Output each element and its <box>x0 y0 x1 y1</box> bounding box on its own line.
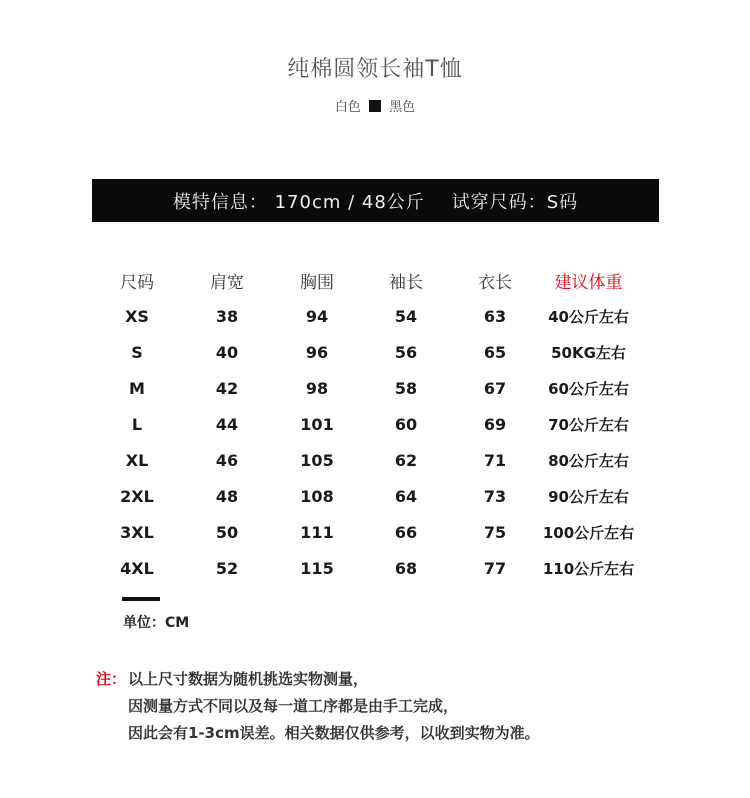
cell-sleeve: 58 <box>394 378 418 398</box>
cell-weight: 40公斤左右 <box>548 307 629 326</box>
color-black-label: 黑色 <box>389 100 416 115</box>
cell-sleeve: 66 <box>394 522 418 542</box>
note-text: 因测量方式不同以及每一道工序都是由手工完成， <box>128 697 459 715</box>
model-info-spacer <box>268 190 275 211</box>
table-row <box>92 298 637 334</box>
cell-size: S <box>131 342 143 362</box>
cell-shoulder: 44 <box>215 414 239 434</box>
cell-size: XL <box>125 450 149 470</box>
model-info-label: 模特信息： <box>172 191 268 213</box>
cell-weight: 90公斤左右 <box>548 487 629 506</box>
cell-length: 67 <box>483 378 507 398</box>
cell-chest: 108 <box>300 486 334 506</box>
table-row <box>92 514 637 550</box>
color-options <box>0 96 750 115</box>
header-sleeve: 袖长 <box>389 272 423 293</box>
cell-size: 3XL <box>120 522 154 542</box>
cell-size: M <box>129 378 145 398</box>
cell-sleeve: 54 <box>394 306 418 326</box>
cell-length: 69 <box>483 414 507 434</box>
table-row <box>92 442 637 478</box>
cell-sleeve: 60 <box>394 414 418 434</box>
header-length: 衣长 <box>478 272 512 293</box>
table-row <box>92 334 637 370</box>
cell-length: 71 <box>483 450 507 470</box>
cell-chest: 115 <box>300 558 334 578</box>
table-row <box>92 370 637 406</box>
note-line <box>96 670 540 697</box>
cell-sleeve: 64 <box>394 486 418 506</box>
cell-length: 77 <box>483 558 507 578</box>
model-info-gap <box>425 190 452 211</box>
header-size: 尺码 <box>120 272 154 293</box>
cell-chest: 105 <box>300 450 334 470</box>
cell-weight: 60公斤左右 <box>548 379 629 398</box>
cell-weight: 110公斤左右 <box>542 559 635 578</box>
cell-size: L <box>131 414 143 434</box>
table-row <box>92 406 637 442</box>
note-line <box>96 724 540 751</box>
unit-divider <box>122 597 160 601</box>
notes <box>96 670 540 751</box>
header-shoulder: 肩宽 <box>210 272 244 293</box>
try-size-value: S码 <box>546 191 579 213</box>
model-info-bar <box>92 179 659 222</box>
cell-sleeve: 56 <box>394 342 418 362</box>
cell-length: 65 <box>483 342 507 362</box>
cell-chest: 111 <box>300 522 334 542</box>
note-label: 注： <box>96 670 127 688</box>
cell-length: 73 <box>483 486 507 506</box>
cell-shoulder: 52 <box>215 558 239 578</box>
header-chest: 胸围 <box>300 272 334 293</box>
cell-size: XS <box>125 306 149 326</box>
cell-chest: 98 <box>305 378 329 398</box>
cell-size: 2XL <box>120 486 154 506</box>
cell-weight: 100公斤左右 <box>542 523 635 542</box>
note-text: 以上尺寸数据为随机挑选实物测量， <box>128 670 369 688</box>
cell-length: 63 <box>483 306 507 326</box>
cell-shoulder: 50 <box>215 522 239 542</box>
cell-weight: 70公斤左右 <box>548 415 629 434</box>
color-white-label: 白色 <box>334 100 361 115</box>
model-info-value: 170cm / 48公斤 <box>274 191 425 213</box>
cell-shoulder: 40 <box>215 342 239 362</box>
cell-weight: 80公斤左右 <box>548 451 629 470</box>
note-line <box>96 697 540 724</box>
cell-shoulder: 48 <box>215 486 239 506</box>
size-table <box>92 262 637 586</box>
cell-weight: 50KG左右 <box>551 343 626 362</box>
cell-sleeve: 68 <box>394 558 418 578</box>
unit-label: 单位：CM <box>123 615 190 631</box>
cell-size: 4XL <box>120 558 154 578</box>
cell-shoulder: 42 <box>215 378 239 398</box>
table-row <box>92 478 637 514</box>
try-size-label: 试穿尺码： <box>451 191 547 213</box>
header-weight: 建议体重 <box>554 272 623 293</box>
cell-shoulder: 38 <box>215 306 239 326</box>
cell-chest: 101 <box>300 414 334 434</box>
cell-chest: 94 <box>305 306 329 326</box>
cell-chest: 96 <box>305 342 329 362</box>
product-title: 纯棉圆领长袖T恤 <box>287 57 463 82</box>
size-table-header-row <box>92 262 637 298</box>
table-row <box>92 550 637 586</box>
cell-sleeve: 62 <box>394 450 418 470</box>
cell-shoulder: 46 <box>215 450 239 470</box>
black-swatch-icon <box>369 100 381 112</box>
note-text: 因此会有1-3cm误差。相关数据仅供参考，以收到实物为准。 <box>128 724 540 742</box>
cell-length: 75 <box>483 522 507 542</box>
